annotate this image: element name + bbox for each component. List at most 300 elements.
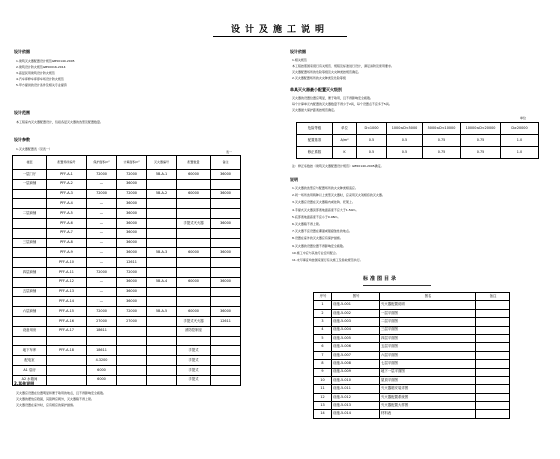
table-cell xyxy=(211,297,241,307)
table-cell xyxy=(13,316,47,326)
table-cell: 0.5 xyxy=(357,147,387,159)
table-cell xyxy=(476,368,510,376)
table-cell: 设施-5-006 xyxy=(332,343,380,351)
table-cell xyxy=(147,238,177,248)
table-cell: 一层门厅 xyxy=(13,170,47,180)
table-cell: 地下一层平面图 xyxy=(380,368,476,376)
column-header: 1000≤D<5000 xyxy=(387,123,423,135)
table-cell xyxy=(147,346,177,356)
table-cell: 12611 xyxy=(211,316,241,326)
table-cell: 二层商铺 xyxy=(13,209,47,219)
table-cell: 36000 xyxy=(211,189,241,199)
text-line: 3.灭火器应设置在灭火器箱内或挂钩、托架上。 xyxy=(292,200,355,205)
column-header: 配置场所编号 xyxy=(47,156,87,170)
text-line: 灭火器的摆放应稳固，其铭牌应朝外，灭火器箱不得上锁。 xyxy=(16,397,95,401)
table-cell: 18611 xyxy=(87,346,117,356)
table-cell: 27000 xyxy=(117,316,147,326)
table-cell xyxy=(476,326,510,334)
table-cell: PFF-A-3 xyxy=(47,189,87,199)
table-cell: — xyxy=(87,258,117,268)
table-cell xyxy=(13,228,47,238)
title-underline xyxy=(213,36,347,37)
table-cell: 27000 xyxy=(87,316,117,326)
table-cell: 设施-5-014 xyxy=(332,410,380,418)
table-cell xyxy=(211,199,241,209)
text-line: 1.建筑灭火器配置设计规范GB50140-2005 xyxy=(16,59,75,63)
table-cell: 72000 xyxy=(87,189,117,199)
table-cell xyxy=(147,375,177,385)
table-unit-note: 单位 xyxy=(520,116,527,120)
table-header-row xyxy=(297,123,539,135)
table-cell: 6 xyxy=(314,343,332,351)
text-line: 11.未尽事宜均按国家现行有关施工及验收规范执行。 xyxy=(292,258,363,262)
table-cell: — xyxy=(87,209,117,219)
column-header: 楼层 xyxy=(13,156,47,170)
table-cell: 配电室 xyxy=(13,356,47,366)
table-row xyxy=(314,343,510,351)
table-cell: K xyxy=(333,147,357,159)
table-cell: PFF-A-14 xyxy=(47,297,87,307)
table-cell xyxy=(117,356,147,366)
table-row xyxy=(13,228,241,238)
table-cell xyxy=(211,287,241,297)
table-row xyxy=(13,365,241,375)
text-line: 2.同一场所选用两种以上类型灭火器时，应采用灭火剂相容的灭火器。 xyxy=(292,193,385,198)
table-cell: 36000 xyxy=(117,218,147,228)
table-cell: 二层平面图 xyxy=(380,318,476,326)
table-cell xyxy=(147,199,177,209)
column-header: 图号 xyxy=(332,293,380,301)
table-cell xyxy=(147,326,177,336)
table-cell: PFF-A-2 xyxy=(47,179,87,189)
table-cell: 0.75 xyxy=(461,147,501,159)
table-cell: 72000 xyxy=(87,307,117,317)
table-cell xyxy=(117,365,147,375)
table-row xyxy=(13,277,241,287)
table-cell: 手提式灭火器 xyxy=(177,218,211,228)
table-cell: PFF-A-4 xyxy=(47,199,87,209)
table-cell: 设施-5-004 xyxy=(332,326,380,334)
table-cell: 36000 xyxy=(117,179,147,189)
left-section-3-heading: 设计参数 xyxy=(14,137,30,142)
table-cell xyxy=(13,258,47,268)
left-section-4-heading: 2.其他说明 xyxy=(14,381,35,386)
text-line: 4.手提式灭火器顶部离地面高度不应大于1.50m。 xyxy=(292,207,359,212)
table-cell: 设施-5-012 xyxy=(332,393,380,401)
text-line: 5.底部离地面高度不宜小于0.08m。 xyxy=(292,214,341,219)
table-cell: — xyxy=(87,218,117,228)
table-cell: 0.5 xyxy=(357,135,387,147)
table-cell xyxy=(147,267,177,277)
table-cell: 配置基准 xyxy=(297,135,333,147)
table-cell xyxy=(147,336,177,346)
table-cell xyxy=(177,179,211,189)
table-row xyxy=(13,307,241,317)
text-line: 灭火器最大保护距离按规范确定。 xyxy=(292,108,338,112)
table-cell xyxy=(147,258,177,268)
table-row xyxy=(13,179,241,189)
table-row xyxy=(314,334,510,342)
table-row xyxy=(13,356,241,366)
table-cell: A2 水箱间 xyxy=(13,375,47,385)
table-cell: PFF-A-13 xyxy=(47,287,87,297)
table-cell: 0.75 xyxy=(423,147,461,159)
text-line: 6.灭火器箱不得上锁。 xyxy=(292,222,322,226)
table-cell xyxy=(147,179,177,189)
table-cell: — xyxy=(87,297,117,307)
column-header: 备注 xyxy=(211,156,241,170)
text-line: 5.甲方提供的设计条件及相关专业提资 xyxy=(16,83,67,87)
table-cell: 六层平面图 xyxy=(380,351,476,359)
table-cell: 0.75 xyxy=(461,135,501,147)
table-cell: 1.0 xyxy=(501,135,539,147)
column-header: 保护面积m² xyxy=(87,156,117,170)
table-cell xyxy=(177,297,211,307)
table-cell xyxy=(211,267,241,277)
table-cell: 18611 xyxy=(87,326,117,336)
table-cell: PFF-A-16 xyxy=(47,316,87,326)
table-cell: 60000 xyxy=(177,277,211,287)
table-row xyxy=(13,199,241,209)
table-cell: 灭火器配置说明 xyxy=(380,301,476,309)
table-cell: 36000 xyxy=(117,199,147,209)
table-cell: 一层商铺 xyxy=(13,179,47,189)
text-line: 2.灭火器配置场所的火灾种类及危险等级 xyxy=(292,76,346,80)
table-cell: 六层商铺 xyxy=(13,307,47,317)
text-line: 本工程按照国家现行有关规范、规程及标准进行设计，满足消防及使用要求。 xyxy=(292,64,395,68)
table-cell xyxy=(211,336,241,346)
table-cell xyxy=(476,351,510,359)
table-cell: 灭火器箱安装详图 xyxy=(380,385,476,393)
table-row xyxy=(314,368,510,376)
table-cell: 14 xyxy=(314,410,332,418)
table-cell xyxy=(147,365,177,375)
column-header: 配置数量 xyxy=(177,156,211,170)
table-cell: 1.0 xyxy=(501,147,539,159)
table-cell xyxy=(177,267,211,277)
table-cell: 60000 xyxy=(177,248,211,258)
table-cell: 四层平面图 xyxy=(380,334,476,342)
table-row xyxy=(314,410,510,418)
table-cell: 0.75 xyxy=(423,135,461,147)
table-cell: 11 xyxy=(314,385,332,393)
table-cell: 5B-A-3 xyxy=(147,248,177,258)
table-cell: 手提式 xyxy=(177,375,211,385)
table-cell: 手提式 xyxy=(177,346,211,356)
table-cell: 2 xyxy=(314,309,332,317)
table-header-row xyxy=(13,156,241,170)
text-line: 7.灭火器不宜设置在潮湿或强腐蚀性的地点。 xyxy=(292,229,352,234)
table-cell: — xyxy=(87,248,117,258)
table-cell: 设施-5-007 xyxy=(332,351,380,359)
table-cell xyxy=(47,365,87,375)
table-cell: 灭火器配置系统图 xyxy=(380,393,476,401)
table-cell xyxy=(211,228,241,238)
table-cell: 72000 xyxy=(117,267,147,277)
table-cell xyxy=(476,301,510,309)
table-cell xyxy=(211,375,241,385)
table-cell: — xyxy=(87,277,117,287)
table-cell xyxy=(476,376,510,384)
table-row xyxy=(13,189,241,199)
table-cell: 36000 xyxy=(211,277,241,287)
table-row xyxy=(314,385,510,393)
table-row xyxy=(314,351,510,359)
table-cell: 0.5 xyxy=(387,147,423,159)
table-cell xyxy=(476,343,510,351)
table-cell: — xyxy=(87,179,117,189)
right-section-2-heading: 单具灭火器最小配置灭火级别 xyxy=(290,87,342,92)
table-cell: 四层商铺 xyxy=(13,267,47,277)
text-line: 1.相关规范 xyxy=(292,58,307,62)
table-cell: 72000 xyxy=(117,170,147,180)
column-header: 单位 xyxy=(333,123,357,135)
fire-extinguisher-config-table xyxy=(12,155,241,386)
table-cell: 36000 xyxy=(211,307,241,317)
table-cell xyxy=(13,297,47,307)
table-cell xyxy=(177,287,211,297)
table-cell: 5B-A-1 xyxy=(147,170,177,180)
table-cell: 一层平面图 xyxy=(380,309,476,317)
table-cell: 设施-5-005 xyxy=(332,334,380,342)
table-cell xyxy=(476,334,510,342)
column-header: D<1000 xyxy=(357,123,387,135)
table-cell: 36000 xyxy=(211,218,241,228)
table-cell: 12 xyxy=(314,393,332,401)
min-rating-table xyxy=(296,122,539,159)
table-row xyxy=(314,360,510,368)
table-cell: 36000 xyxy=(117,277,147,287)
text-line: 每个计算单元内配置的灭火器数量不得少于2具，每个设置点不宜多于5具。 xyxy=(292,102,392,106)
table-cell: 36000 xyxy=(211,248,241,258)
table-cell xyxy=(177,258,211,268)
table-cell: 12611 xyxy=(117,258,147,268)
table-cell xyxy=(211,209,241,219)
table-cell: 手提式 xyxy=(177,356,211,366)
table-cell: 5B-A-5 xyxy=(147,307,177,317)
table-row xyxy=(13,336,241,346)
table-cell: PFF-A-7 xyxy=(47,228,87,238)
table-cell: 36000 xyxy=(117,297,147,307)
table-cell xyxy=(117,346,147,356)
table-row xyxy=(297,147,539,159)
sheet-title: 设计及施工说明 xyxy=(230,25,329,35)
table-row xyxy=(314,393,510,401)
table-cell xyxy=(147,316,177,326)
table-cell: PFF-A-8 xyxy=(47,238,87,248)
table-cell: PFF-A-10 xyxy=(47,258,87,268)
text-line: 灭火器设置在室外时，应有相应的保护措施。 xyxy=(16,403,77,407)
table-cell: 36000 xyxy=(117,209,147,219)
table-cell: 设施-5-001 xyxy=(332,301,380,309)
table-cell xyxy=(177,336,211,346)
column-header: 5000≤D<10000 xyxy=(423,123,461,135)
table-cell: 36000 xyxy=(117,228,147,238)
table-footnote: 注：修正系数按《建筑灭火器配置设计规范》GB50140-2005确定。 xyxy=(292,164,384,168)
table-cell: 60000 xyxy=(177,189,211,199)
text-line: 9.灭火器的设置位置不得影响安全疏散。 xyxy=(292,243,346,248)
right-section-3-heading: 说明 xyxy=(290,177,298,182)
table-cell: — xyxy=(87,199,117,209)
table-cell: 修正系数 xyxy=(297,147,333,159)
table-cell xyxy=(87,336,117,346)
text-line: 灭火器应设置在位置明显和便于取用的地点，且不得影响安全疏散。 xyxy=(16,391,107,395)
table-cell: 60000 xyxy=(177,307,211,317)
table-cell: 消防控制室 xyxy=(177,326,211,336)
table-cell xyxy=(476,402,510,410)
table-cell xyxy=(211,365,241,375)
table-cell: 36000 xyxy=(117,238,147,248)
table-cell: — xyxy=(87,287,117,297)
table-cell xyxy=(177,199,211,209)
text-line: 灭火器配置场所的危险等级及火灾种类按规范确定。 xyxy=(292,70,362,74)
table-row xyxy=(13,248,241,258)
table-cell: 设备用房 xyxy=(13,326,47,336)
table-cell: 72000 xyxy=(117,307,147,317)
table-cell: 材料表 xyxy=(380,410,476,418)
table-cell xyxy=(476,309,510,317)
table-cell: 4 xyxy=(314,326,332,334)
table-cell xyxy=(211,356,241,366)
table-row xyxy=(13,170,241,180)
table-row xyxy=(13,316,241,326)
table-cell xyxy=(177,228,211,238)
table-cell: PFF-A-12 xyxy=(47,277,87,287)
table-cell xyxy=(147,356,177,366)
table-cell: 8 xyxy=(314,360,332,368)
text-line: 1.灭火器配置表（见表一） xyxy=(16,147,52,151)
table-cell: 设施-5-011 xyxy=(332,385,380,393)
table-cell: 13 xyxy=(314,402,332,410)
table-cell: 五层商铺 xyxy=(13,287,47,297)
table-cell xyxy=(476,360,510,368)
table-cell xyxy=(211,258,241,268)
table-cell: 36000 xyxy=(211,170,241,180)
table-cell: PFF-A-1 xyxy=(47,170,87,180)
table-cell xyxy=(117,375,147,385)
table-cell: 七层平面图 xyxy=(380,360,476,368)
table-row xyxy=(314,402,510,410)
table-cell: 地下车库 xyxy=(13,346,47,356)
table-cell: PFF-A-18 xyxy=(47,346,87,356)
table-cell xyxy=(47,356,87,366)
table-cell xyxy=(13,189,47,199)
table-cell xyxy=(147,228,177,238)
table-cell: 0.5 xyxy=(387,135,423,147)
table-row xyxy=(13,287,241,297)
column-header: 计算面积m² xyxy=(117,156,147,170)
table-cell xyxy=(147,209,177,219)
table-cell: 设施-5-010 xyxy=(332,376,380,384)
table-row xyxy=(297,135,539,147)
table-cell: 10 xyxy=(314,376,332,384)
text-line: 1.灭火器的选型应与配置场所的火灾种类相适应。 xyxy=(292,186,358,190)
column-header: D≥20000 xyxy=(501,123,539,135)
table-cell: — xyxy=(87,228,117,238)
column-header: 序号 xyxy=(314,293,332,301)
table-cell xyxy=(13,218,47,228)
table-cell xyxy=(211,346,241,356)
table-cell: PFF-A-15 xyxy=(47,307,87,317)
table-cell xyxy=(47,336,87,346)
table-cell xyxy=(147,287,177,297)
table-cell xyxy=(476,410,510,418)
text-line: 3.高层民用建筑设计防火规范 xyxy=(16,71,55,75)
table-cell xyxy=(177,238,211,248)
right-section-1-heading: 设计依据 xyxy=(290,49,306,54)
table-cell: 设施-5-003 xyxy=(332,318,380,326)
table-cell: 设施-5-008 xyxy=(332,360,380,368)
table-cell xyxy=(211,238,241,248)
drawing-list-title: 标准图目录 xyxy=(363,276,399,282)
table-cell: 设施-5-002 xyxy=(332,309,380,317)
table-cell xyxy=(13,336,47,346)
table-row xyxy=(314,376,510,384)
table-cell xyxy=(117,326,147,336)
column-header: 危险等级 xyxy=(297,123,333,135)
column-header: 图名 xyxy=(380,293,476,301)
table-row xyxy=(314,318,510,326)
table-cell: 72000 xyxy=(117,189,147,199)
table-cell: 5 xyxy=(314,334,332,342)
table-cell xyxy=(211,179,241,189)
text-line: 本工程室内灭火器配置设计，包括各层灭火器的选型及配置数量。 xyxy=(16,120,104,124)
left-section-1-heading: 设计依据 xyxy=(14,49,30,54)
column-header: 备注 xyxy=(476,293,510,301)
table-cell: PFF-A-9 xyxy=(47,248,87,258)
table-row xyxy=(13,258,241,268)
table-row xyxy=(314,301,510,309)
table-row xyxy=(13,297,241,307)
table-cell: 6000 xyxy=(87,365,117,375)
text-line: 8.设置在室外的灭火器应有保护措施。 xyxy=(292,236,343,241)
table-row xyxy=(13,238,241,248)
table-row xyxy=(13,326,241,336)
table-cell: 三层商铺 xyxy=(13,238,47,248)
text-line: 灭火器的设置位置应明显，便于取用，且不得影响安全疏散。 xyxy=(292,96,374,100)
table-cell: 1 xyxy=(314,301,332,309)
drawing-list-table xyxy=(313,292,510,419)
left-section-2-heading: 设计范围 xyxy=(14,110,30,115)
table-marker: 表一 xyxy=(226,150,233,154)
table-cell: 7 xyxy=(314,351,332,359)
table-cell: 36000 xyxy=(117,287,147,297)
table-cell: 72000 xyxy=(87,267,117,277)
table-cell: 9 xyxy=(314,368,332,376)
table-header-row xyxy=(314,293,510,301)
table-cell: A/m² xyxy=(333,135,357,147)
table-cell: 6000 xyxy=(87,375,117,385)
table-cell xyxy=(13,248,47,258)
table-cell xyxy=(117,336,147,346)
table-cell xyxy=(177,209,211,219)
table-row xyxy=(13,218,241,228)
table-cell: 设施-5-013 xyxy=(332,402,380,410)
table-cell xyxy=(211,326,241,336)
table-cell: 手提式 xyxy=(177,365,211,375)
table-cell: PFF-A-17 xyxy=(47,326,87,336)
table-cell: 5B-A-2 xyxy=(147,189,177,199)
table-cell: 4.3200 xyxy=(87,356,117,366)
table-cell xyxy=(147,297,177,307)
table-row xyxy=(13,267,241,277)
text-line: 10.施工中应与其他专业密切配合。 xyxy=(292,250,339,255)
table-cell: 五层平面图 xyxy=(380,343,476,351)
table-cell: 手提式灭火器 xyxy=(177,316,211,326)
table-row xyxy=(13,209,241,219)
table-cell: 三层平面图 xyxy=(380,326,476,334)
text-line: 4.汽车库修车库停车场设计防火规范 xyxy=(16,77,64,81)
